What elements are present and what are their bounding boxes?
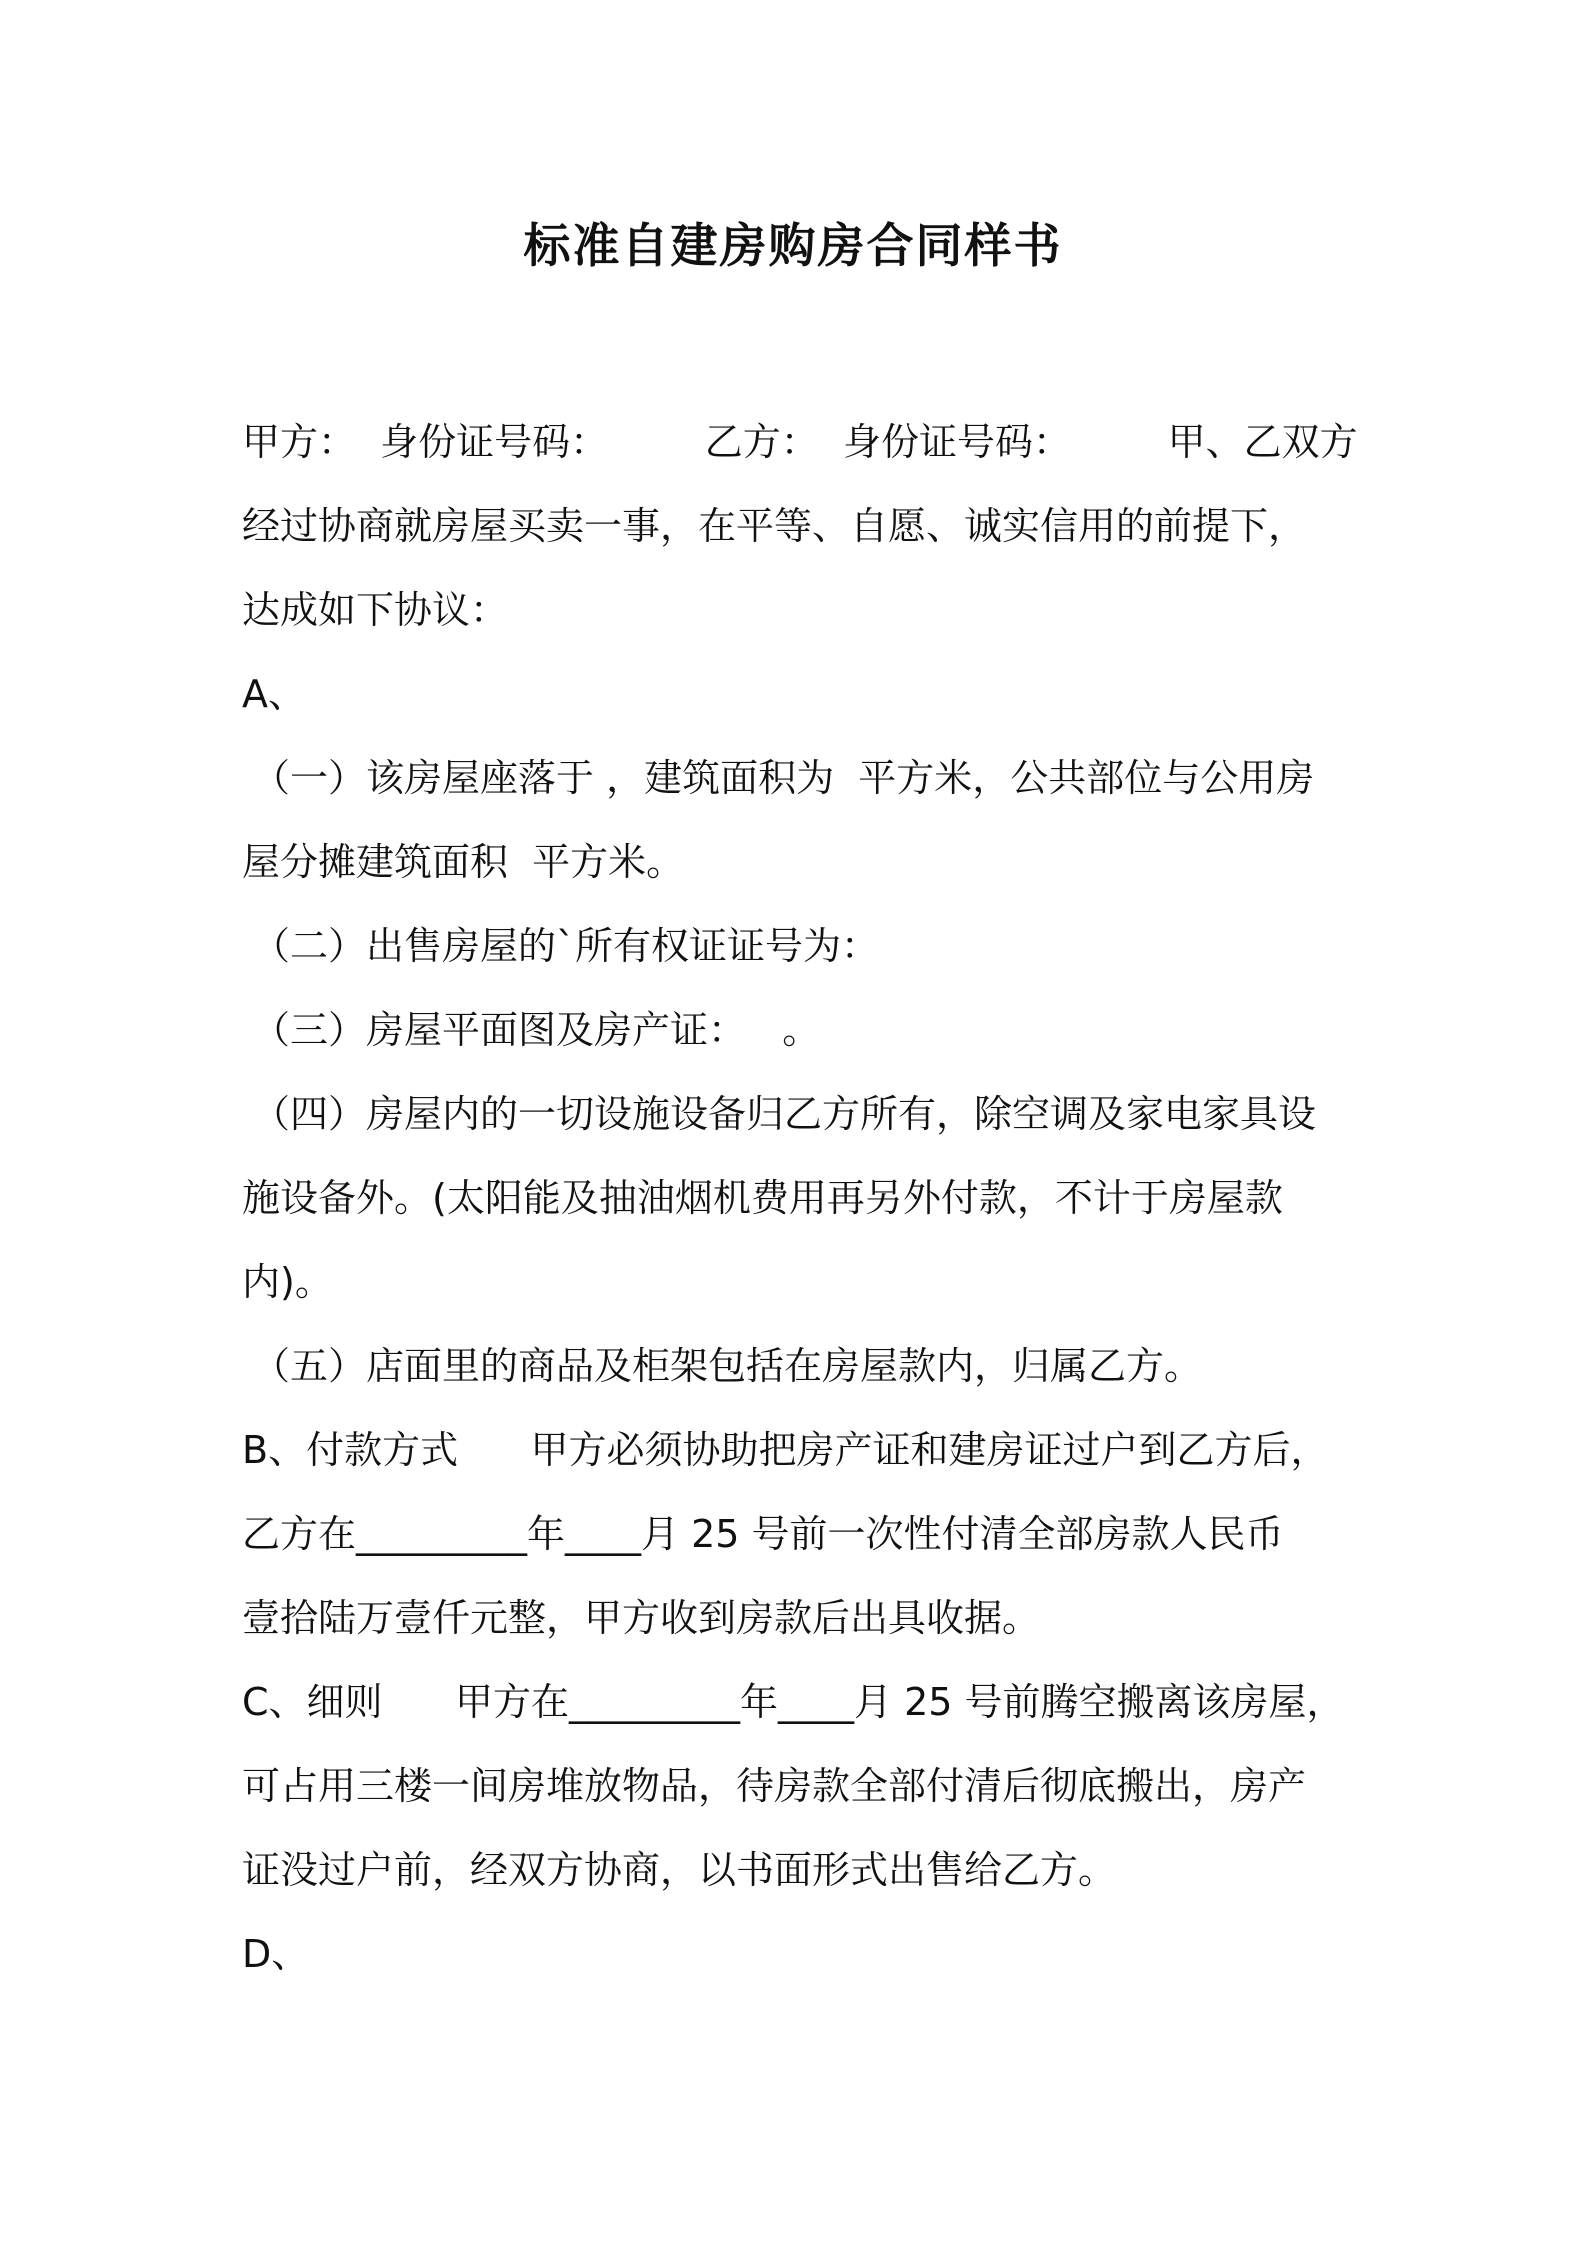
section-heading-d: D、 [242, 1932, 310, 1976]
payment-line: 壹拾陆万壹仟元整，甲方收到房款后出具收据。 [242, 1596, 1041, 1640]
clause-three-line: （三）房屋平面图及房产证： 。 [252, 1008, 821, 1052]
section-heading-c: C、细则 甲方在_________年____月 25 号前腾空搬离该房屋， [242, 1680, 1345, 1724]
document-title: 标准自建房购房合同样书 [523, 219, 1063, 274]
document-body [242, 400, 1362, 1996]
clause-two-line: （二）出售房屋的`所有权证证号为： [252, 924, 880, 968]
clause-four-line: 施设备外。(太阳能及抽油烟机费用再另外付款，不计于房屋款 [242, 1176, 1283, 1220]
paragraph-line: 经过协商就房屋买卖一事，在平等、自愿、诚实信用的前提下， [242, 504, 1307, 548]
details-line: 证没过户前，经双方协商，以书面形式出售给乙方。 [242, 1848, 1117, 1892]
payment-line: 乙方在_________年____月 25 号前一次性付清全部房款人民币 [242, 1512, 1284, 1556]
details-line: 可占用三楼一间房堆放物品，待房款全部付清后彻底搬出，房产 [242, 1764, 1307, 1808]
paragraph-line: 达成如下协议： [242, 588, 509, 632]
clause-five-line: （五）店面里的商品及柜架包括在房屋款内，归属乙方。 [252, 1344, 1203, 1388]
section-heading-a: A、 [242, 672, 306, 716]
clause-four-line: 内)。 [242, 1260, 333, 1304]
section-heading-b: B、付款方式 甲方必须协助把房产证和建房证过户到乙方后， [242, 1428, 1329, 1472]
clause-one-line: （一）该房屋座落于 ，建筑面积为 平方米，公共部位与公用房 [252, 756, 1315, 800]
clause-one-line: 屋分摊建筑面积 平方米。 [242, 840, 685, 884]
paragraph-line: 甲方： 身份证号码： 乙方： 身份证号码： 甲、乙双方 [242, 420, 1358, 464]
clause-four-line: （四）房屋内的一切设施设备归乙方所有，除空调及家电家具设 [252, 1092, 1317, 1136]
